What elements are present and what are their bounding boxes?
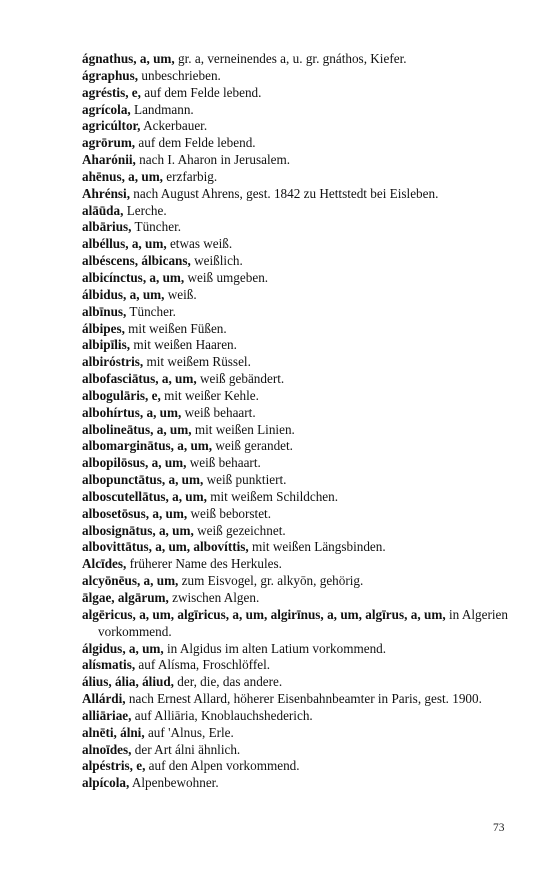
dictionary-entry [82, 304, 508, 321]
dictionary-entry [82, 438, 508, 455]
entry-lemma: ágnathus, a, um, [82, 51, 175, 66]
dictionary-entry [82, 405, 508, 422]
dictionary-entry [82, 607, 508, 641]
entry-definition: mit weißen Füßen. [128, 320, 227, 336]
dictionary-entry [82, 556, 508, 573]
dictionary-entry [82, 270, 508, 287]
entry-lemma: ālgae, algārum, [82, 590, 169, 605]
entry-definition: weiß behaart. [184, 404, 256, 420]
dictionary-entry [82, 573, 508, 590]
entry-definition: weiß gebändert. [199, 371, 285, 387]
entry-lemma: albipīlis, [82, 337, 131, 353]
dictionary-entry [82, 388, 508, 405]
entry-definition: auf dem Felde lebend. [138, 135, 256, 151]
dictionary-entry [82, 674, 508, 691]
dictionary-entry [82, 51, 508, 68]
entry-lemma: álbipes, [82, 320, 125, 336]
dictionary-entry [82, 539, 508, 556]
entry-lemma: alcyōnēus, a, um, [82, 573, 179, 589]
entry-lemma: albéllus, a, um, [82, 236, 167, 252]
entry-definition: auf Alísma, Froschlöffel. [138, 657, 271, 673]
entry-lemma: albārius, [82, 219, 132, 235]
entry-lemma: alísmatis, [82, 657, 136, 673]
entry-definition: der Art álni ähnlich. [134, 741, 241, 757]
entry-lemma: algēricus, a, um, algīricus, a, um, algirīnus, a, um, algīrus, a, um, [82, 606, 446, 622]
entry-definition: auf 'Alnus, Erle. [147, 724, 234, 740]
entry-lemma: álius, ália, áliud, [82, 674, 174, 690]
entry-definition: in Algidus im alten Latium vorkommend. [167, 640, 387, 656]
dictionary-entry [82, 657, 508, 674]
dictionary-entry [82, 152, 508, 169]
entry-definition: zwischen Algen. [172, 590, 260, 605]
dictionary-entry [82, 708, 508, 725]
entry-lemma: Ahrénsi, [82, 185, 130, 201]
dictionary-entry [82, 85, 508, 102]
entry-definition: Tüncher. [129, 303, 176, 319]
entry-definition: unbeschrieben. [141, 67, 221, 83]
entry-definition: weiß gerandet. [215, 438, 293, 454]
entry-lemma: albosetōsus, a, um, [82, 505, 188, 521]
entry-lemma: alpícola, [82, 775, 130, 791]
entry-lemma: alliāriae, [82, 707, 132, 723]
entry-definition: weiß gezeichnet. [197, 522, 286, 538]
dictionary-entry [82, 236, 508, 253]
dictionary-entry [82, 758, 508, 775]
dictionary-entry [82, 186, 508, 203]
entry-lemma: alnēti, álni, [82, 724, 145, 740]
entry-lemma: albolineātus, a, um, [82, 421, 192, 437]
entry-lemma: albomarginātus, a, um, [82, 438, 213, 454]
entry-definition: Ackerbauer. [143, 118, 208, 134]
entry-lemma: agrícola, [82, 101, 131, 117]
entry-definition: mit weißem Schildchen. [210, 488, 339, 504]
dictionary-entry [82, 775, 508, 792]
dictionary-entry [82, 337, 508, 354]
entry-lemma: Allárdi, [82, 691, 126, 707]
entry-lemma: albicínctus, a, um, [82, 269, 185, 285]
dictionary-entry [82, 68, 508, 85]
entry-lemma: albéscens, álbicans, [82, 253, 191, 269]
dictionary-entry [82, 253, 508, 270]
entry-definition: mit weißen Linien. [194, 421, 295, 437]
entry-definition: erzfarbig. [166, 168, 218, 184]
dictionary-entry [82, 287, 508, 304]
entry-lemma: Aharónii, [82, 152, 136, 168]
entry-definition: zum Eisvogel, gr. alkyōn, gehörig. [181, 573, 364, 589]
entry-lemma: agréstis, e, [82, 84, 141, 100]
entry-definition: Lerche. [126, 202, 167, 218]
dictionary-entry [82, 354, 508, 371]
entry-lemma: ahēnus, a, um, [82, 168, 163, 184]
entry-lemma: agricúltor, [82, 118, 141, 134]
entry-lemma: Alcīdes, [82, 556, 127, 572]
entry-definition: auf Alliāria, Knoblauchshederich. [134, 707, 313, 723]
entry-definition: gr. a, verneinendes a, u. gr. gnáthos, Kiefer. [178, 51, 407, 66]
entry-definition: Tüncher. [134, 219, 182, 235]
entry-lemma: álgidus, a, um, [82, 640, 164, 656]
entry-lemma: agrōrum, [82, 135, 136, 151]
entry-definition: Landmann. [134, 101, 194, 117]
dictionary-entry [82, 135, 508, 152]
dictionary-entry [82, 506, 508, 523]
entry-lemma: alpéstris, e, [82, 758, 146, 774]
entry-lemma: albovittātus, a, um, albovíttis, [82, 539, 249, 555]
entry-lemma: albiróstris, [82, 354, 144, 370]
entry-definition: etwas weiß. [169, 236, 233, 252]
entry-lemma: albosignātus, a, um, [82, 522, 194, 538]
entry-definition: weiß umgeben. [187, 269, 269, 285]
entry-definition: nach Ernest Allard, höherer Eisenbahnbeamter in Paris, gest. 1900. [128, 691, 482, 707]
dictionary-entry [82, 203, 508, 220]
dictionary-entry [82, 321, 508, 338]
entry-definition: auf den Alpen vorkommend. [148, 758, 300, 774]
entry-lemma: ágraphus, [82, 67, 139, 83]
entry-lemma: alboscutellātus, a, um, [82, 488, 207, 504]
entry-definition: nach I. Aharon in Jerusalem. [139, 152, 291, 168]
entry-definition: weißlich. [194, 253, 243, 269]
entry-lemma: albīnus, [82, 303, 127, 319]
dictionary-entry [82, 169, 508, 186]
dictionary-entry [82, 641, 508, 658]
entry-definition: weiß. [167, 286, 197, 302]
dictionary-entry [82, 371, 508, 388]
entry-lemma: alnoīdes, [82, 741, 132, 757]
dictionary-entry [82, 422, 508, 439]
entry-lemma: albopunctātus, a, um, [82, 472, 204, 488]
entry-definition: nach August Ahrens, gest. 1842 zu Hettstedt bei Eisleben. [133, 185, 439, 201]
entry-definition: der, die, das andere. [177, 674, 283, 690]
entry-definition: früherer Name des Herkules. [129, 556, 282, 572]
entry-definition: weiß behaart. [189, 455, 261, 471]
dictionary-entry [82, 523, 508, 540]
entry-lemma: álbidus, a, um, [82, 286, 165, 302]
entry-lemma: albofasciātus, a, um, [82, 371, 197, 387]
dictionary-entry [82, 489, 508, 506]
entry-lemma: albopilōsus, a, um, [82, 455, 187, 471]
dictionary-entry [82, 472, 508, 489]
entry-definition: in Algerien vorkommend. [98, 606, 509, 639]
entry-definition: mit weißer Kehle. [164, 387, 259, 403]
entry-definition: auf dem Felde lebend. [144, 84, 262, 100]
dictionary-entry [82, 590, 508, 607]
entry-definition: mit weißen Haaren. [133, 337, 237, 353]
dictionary-entry [82, 219, 508, 236]
entry-definition: mit weißen Längsbinden. [252, 539, 386, 555]
entry-definition: Alpenbewohner. [131, 775, 219, 791]
entry-definition: weiß beborstet. [190, 505, 272, 521]
entry-definition: weiß punktiert. [206, 472, 287, 488]
dictionary-entry [82, 691, 508, 708]
dictionary-entry [82, 455, 508, 472]
dictionary-entry [82, 725, 508, 742]
page-number: 73 [493, 822, 505, 834]
entry-lemma: albogulāris, e, [82, 387, 161, 403]
entry-lemma: alāūda, [82, 202, 124, 218]
dictionary-entry-list [82, 51, 508, 792]
entry-definition: mit weißem Rüssel. [146, 354, 251, 370]
entry-lemma: albohírtus, a, um, [82, 404, 182, 420]
dictionary-entry [82, 742, 508, 759]
dictionary-entry [82, 102, 508, 119]
dictionary-entry [82, 118, 508, 135]
